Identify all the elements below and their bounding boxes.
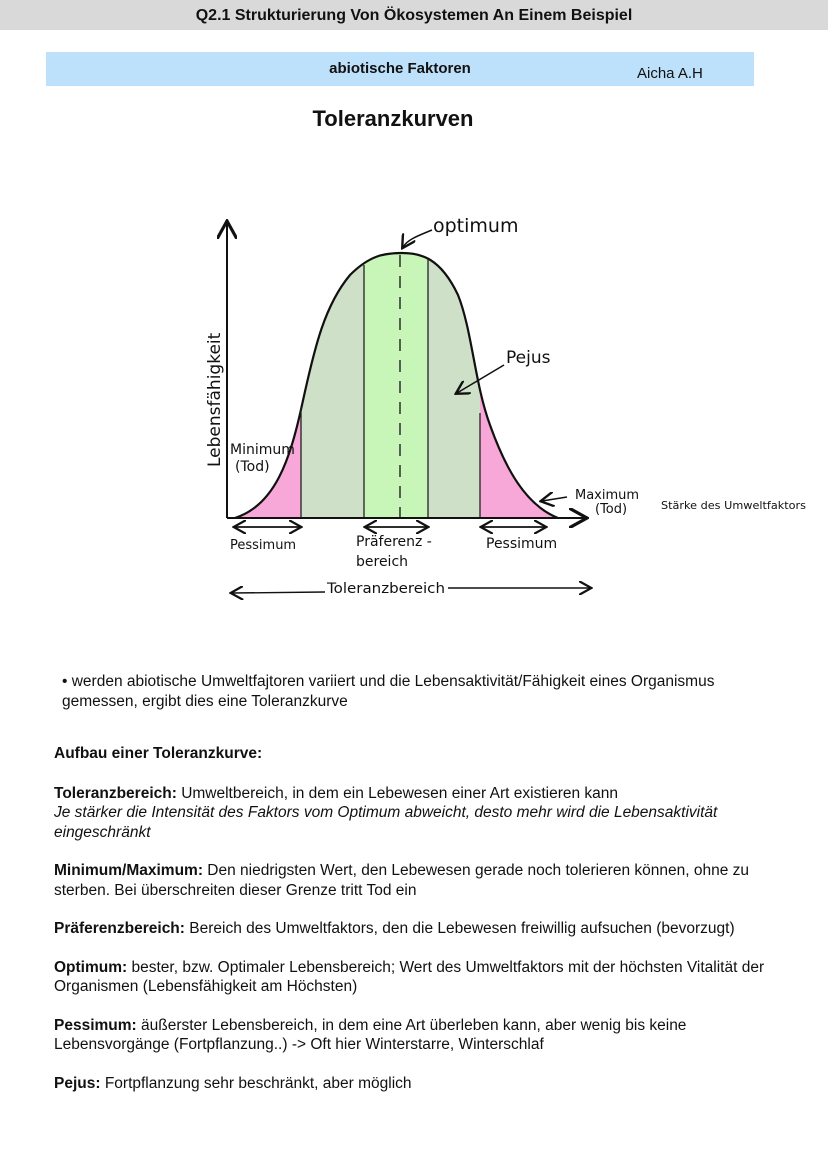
pessimum-area-left: [230, 245, 301, 520]
minimum-death-label: (Tod): [235, 459, 270, 475]
page-title: Toleranzkurven: [312, 106, 474, 131]
term: Pejus:: [54, 1074, 101, 1092]
maximum-label: Maximum: [575, 488, 640, 503]
toleranz-label: Toleranzbereich: [325, 581, 445, 597]
definition-pessimum: [54, 1016, 774, 1055]
pessimum-right-label: Pessimum: [486, 536, 558, 552]
section-title: abiotische Faktoren: [329, 60, 471, 77]
x-axis-label: Stärke des Umweltfaktors: [661, 499, 807, 512]
section-banner: [46, 52, 754, 86]
definition-note: Je stärker die Intensität des Faktors vom Optimum abweicht, desto mehr wird die Lebensaktivität eingeschränkt: [54, 804, 718, 841]
definition-text: bester, bzw. Optimaler Lebensbereich; Wert des Umweltfaktors mit der höchsten Vitalität der Organismen (Lebensfähigkeit am Höchsten): [54, 958, 765, 995]
term: Präferenzbereich:: [54, 920, 185, 937]
preferenz-area: [364, 245, 428, 520]
intro-text: • werden abiotische Umweltfajtoren variiert und die Lebensaktivität/Fähigkeit eines Organismus gemessen, ergibt dies eine Toleranzkurve: [62, 673, 715, 710]
preferenz-label: Präferenz -: [356, 534, 432, 550]
pejus-label: Pejus: [506, 348, 551, 368]
term: Optimum:: [54, 958, 128, 976]
definition-text: Fortpflanzung sehr beschränkt, aber möglich: [100, 1074, 412, 1092]
maximum-arrow: [542, 497, 567, 501]
term: Minimum/Maximum:: [54, 862, 203, 879]
definition-text: Umweltbereich, in dem ein Lebewesen einer Art existieren kann: [176, 784, 619, 802]
minimum-label: Minimum: [230, 442, 295, 458]
preferenz-label-line2: bereich: [356, 554, 409, 570]
pejus-area-left: [301, 245, 364, 520]
y-axis-label: Lebensfähigkeit: [205, 332, 225, 467]
optimum-label: optimum: [433, 215, 519, 237]
pessimum-left-label: Pessimum: [230, 538, 297, 553]
term: Toleranzbereich:: [54, 784, 177, 802]
structure-section: [54, 744, 774, 1112]
pessimum-area-right: [480, 245, 560, 520]
document-header-title: Q2.1 Strukturierung Von Ökosystemen An Einem Beispiel: [0, 0, 828, 30]
definition-pejus: [54, 1074, 774, 1094]
definition-minimum-maximum: [54, 861, 774, 900]
toleranz-arrow-left: [232, 592, 325, 593]
tolerance-curve-diagram: [190, 205, 810, 615]
definition-praeferenzbereich: [54, 919, 774, 939]
definition-optimum: [54, 958, 774, 997]
definition-text: äußerster Lebensbereich, in dem eine Art überleben kann, aber wenig bis keine Lebensvorgänge (Fortpflanzung..) -> Oft hier Winterstarre, Winterschlaf: [54, 1016, 687, 1053]
optimum-arrow: [403, 230, 432, 247]
definition-toleranzbereich: [54, 784, 774, 843]
maximum-death-label: (Tod): [595, 502, 628, 517]
author-name: Aicha A.H: [637, 65, 703, 82]
definition-text: Den niedrigsten Wert, den Lebewesen gerade noch tolerieren können, ohne zu sterben. Bei überschreiten dieser Grenze tritt Tod ein: [54, 862, 750, 899]
structure-heading: Aufbau einer Toleranzkurve:: [54, 745, 263, 762]
term: Pessimum:: [54, 1016, 137, 1034]
definition-text: Bereich des Umweltfaktors, den die Lebewesen freiwillig aufsuchen (bevorzugt): [184, 920, 735, 937]
